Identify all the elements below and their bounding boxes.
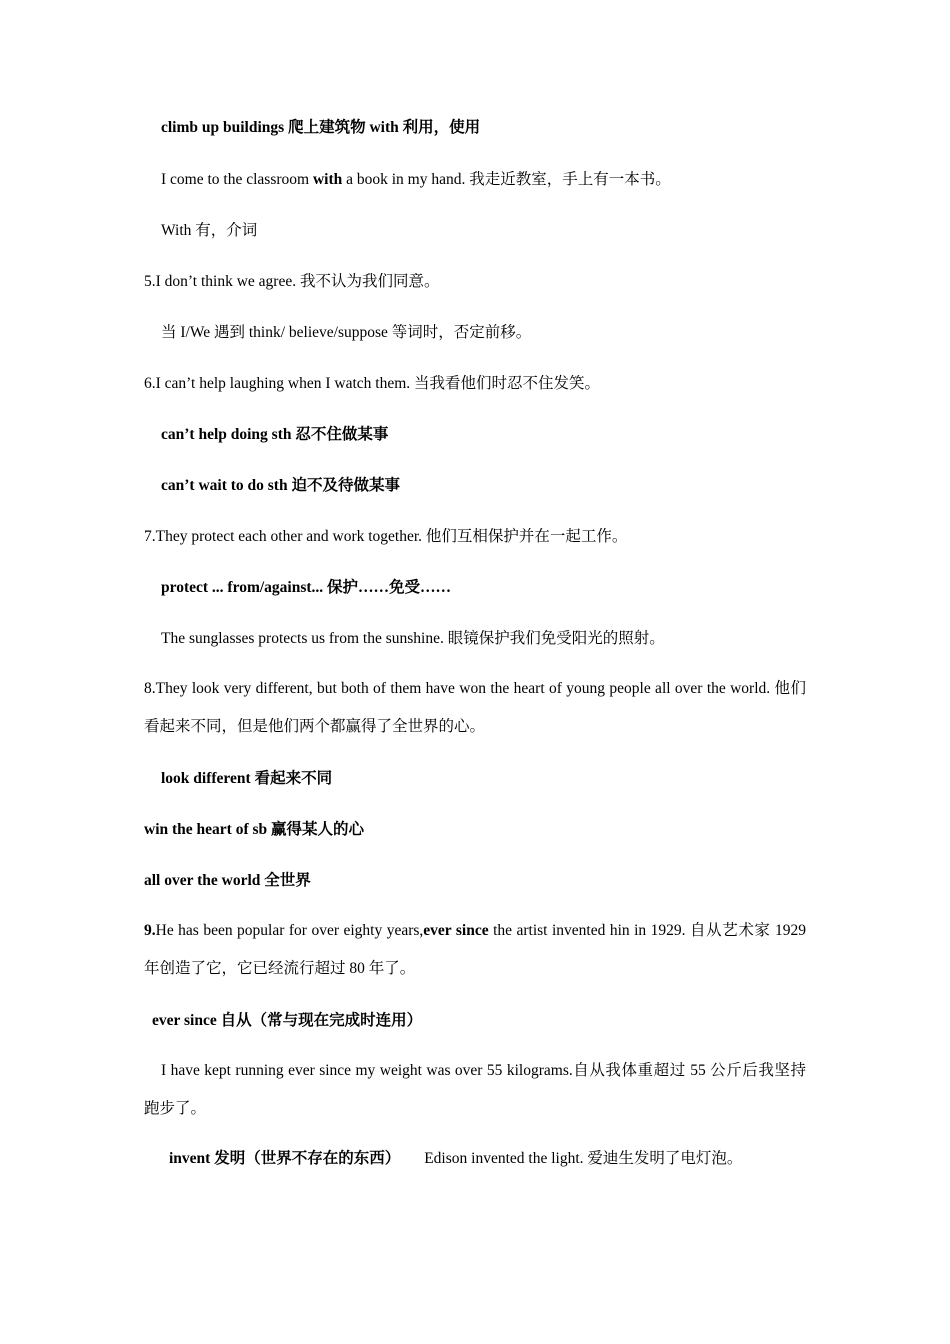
sentence-9-number: 9. bbox=[144, 922, 156, 939]
phrase-protect-from: protect ... from/against... 保护……免受…… bbox=[161, 579, 452, 596]
example-text-b: a book in my hand. 我走近教室，手上有一本书。 bbox=[342, 171, 671, 188]
phrase-invent bbox=[169, 1149, 742, 1169]
sentence-9-text-b: the artist invented hin in 1929. 自从艺术家 1929 年创造了它，它已经流行超过 80 年了。 bbox=[144, 922, 807, 977]
sentence-8: 8.They look very different, but both of them have won the heart of young people all over the world. 他们看起来不同，但是他们两个都赢得了全世界的心。 bbox=[144, 680, 806, 735]
sentence-6: 6.I can’t help laughing when I watch them. 当我看他们时忍不住发笑。 bbox=[144, 375, 601, 392]
sentence-5: 5.I don’t think we agree. 我不认为我们同意。 bbox=[144, 273, 440, 290]
phrase-cant-wait: can’t wait to do sth 迫不及待做某事 bbox=[161, 477, 400, 494]
example-sunglasses: The sunglasses protects us from the sunshine. 眼镜保护我们免受阳光的照射。 bbox=[161, 630, 665, 647]
example-kept-running: I have kept running ever since my weight was over 55 kilograms.自从我体重超过 55 公斤后我坚持跑步了。 bbox=[144, 1062, 806, 1117]
phrase-all-over-world: all over the world 全世界 bbox=[144, 872, 311, 889]
phrase-cant-help: can’t help doing sth 忍不住做某事 bbox=[161, 426, 389, 443]
phrase-ever-since: ever since 自从（常与现在完成时连用） bbox=[152, 1012, 423, 1029]
example-come-with-book bbox=[161, 170, 671, 190]
keyword-ever-since: ever since bbox=[423, 922, 489, 939]
sentence-9-text-a: He has been popular for over eighty years, bbox=[155, 922, 424, 939]
sentence-7: 7.They protect each other and work together. 他们互相保护并在一起工作。 bbox=[144, 528, 628, 545]
note-negative-transfer: 当 I/We 遇到 think/ believe/suppose 等词时，否定前移。 bbox=[161, 324, 532, 341]
phrase-win-heart: win the heart of sb 赢得某人的心 bbox=[144, 821, 365, 838]
note-with-preposition: With 有，介词 bbox=[161, 222, 258, 239]
example-text-a: I come to the classroom bbox=[161, 171, 313, 188]
example-edison: Edison invented the light. 爱迪生发明了电灯泡。 bbox=[424, 1150, 743, 1167]
phrase-climb-up-buildings: climb up buildings 爬上建筑物 with 利用，使用 bbox=[161, 119, 481, 136]
phrase-look-different: look different 看起来不同 bbox=[161, 770, 333, 787]
phrase-invent-label: invent 发明（世界不存在的东西） bbox=[169, 1150, 401, 1167]
sentence-9 bbox=[144, 912, 806, 988]
keyword-with: with bbox=[312, 171, 343, 188]
